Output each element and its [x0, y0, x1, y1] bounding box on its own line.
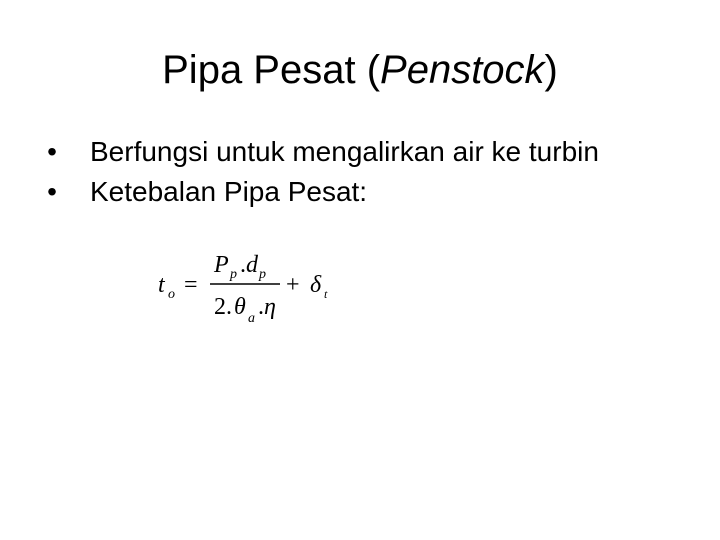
- formula-d: d: [246, 252, 258, 278]
- penstock-thickness-formula: [150, 232, 350, 332]
- formula-equals: =: [184, 272, 198, 298]
- formula-t: t: [158, 272, 165, 298]
- bullet-item: [0, 172, 720, 212]
- formula-svg: [150, 232, 350, 332]
- slide-title-end: ): [544, 48, 558, 92]
- slide-title: [0, 44, 720, 96]
- formula-t-subscript: o: [168, 287, 175, 302]
- bullet-list: [0, 132, 720, 212]
- slide-title-main: Pipa Pesat (: [162, 48, 381, 92]
- bullet-item: [0, 132, 720, 172]
- bullet-marker: •: [47, 136, 57, 167]
- formula-numerator-dot: .: [240, 252, 246, 278]
- formula-d-subscript: p: [259, 267, 266, 282]
- formula-theta-subscript: a: [248, 311, 255, 326]
- formula-two: 2.: [214, 294, 232, 320]
- formula-denominator-dot: .: [258, 294, 264, 320]
- bullet-text: Ketebalan Pipa Pesat:: [90, 176, 368, 207]
- formula-P: P: [214, 252, 229, 278]
- bullet-text: Berfungsi untuk mengalirkan air ke turbin: [90, 136, 599, 167]
- formula-theta: θ: [234, 294, 246, 320]
- formula-delta-subscript: t: [324, 287, 328, 301]
- slide-title-italic: Penstock: [380, 48, 545, 92]
- formula-delta: δ: [310, 272, 322, 298]
- formula-P-subscript: p: [230, 267, 237, 282]
- formula-plus: +: [286, 272, 300, 298]
- bullet-marker: •: [47, 176, 57, 207]
- formula-eta: η: [264, 294, 276, 320]
